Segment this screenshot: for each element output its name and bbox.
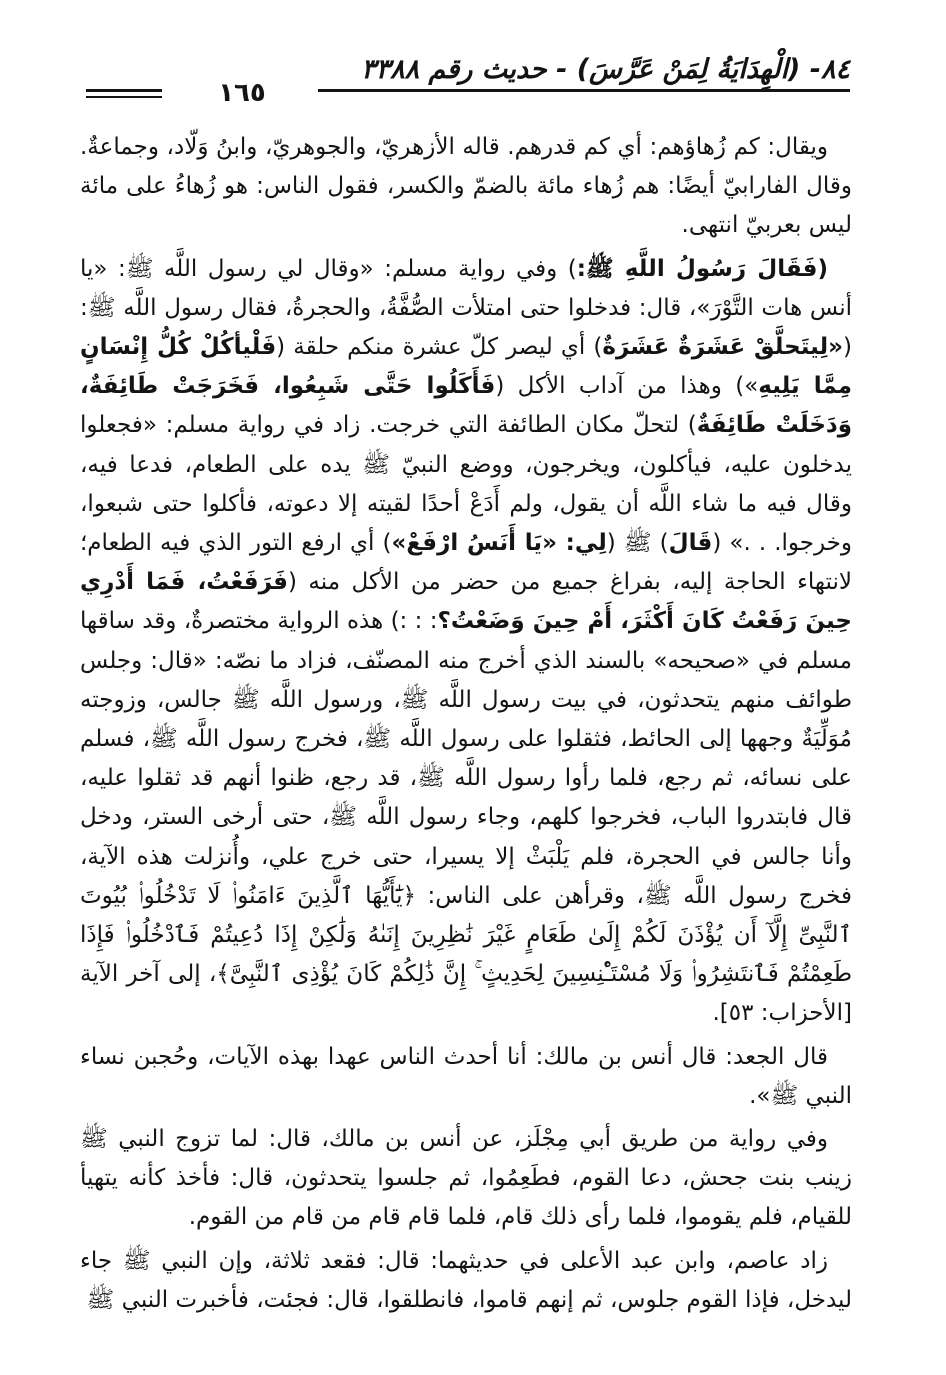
header-rule-left-lower (86, 96, 162, 98)
commentary-text-segment: ) أي ليصر كلّ عشرة منكم حلقة ( (276, 334, 603, 361)
commentary-text-segment: قال الجعد: قال أنس بن مالك: أنا أحدث الناس عهدا بهذه الآيات، وحُجبن نساء النبي ﷺ». (80, 1043, 852, 1109)
commentary-text-segment: : : :) هذه الرواية مختصرةٌ، وقد ساقها مسلم في «صحيحه» بالسند الذي أخرج منه المصنّف، فزاد ما نصّه: «قال: وجلس طوائف منهم يتحدثون، في بيت رسول اللَّه ﷺ، ورسول اللَّه ﷺ جالس، وزوجته مُوَلِّيَةٌ وجهها إلى الحائط، فثقلوا على رسول اللَّه ﷺ، فخرج رسول اللَّه ﷺ، فسلم على نسائه، ثم رجع، فلما رأوا رسول اللَّه ﷺ، قد رجع، ظنوا أنهم قد ثقلوا عليه، قال فابتدروا الباب، فخرجوا كلهم، وجاء رسول اللَّه ﷺ، حتى أرخى الستر، ودخل وأنا جالس في الحجرة، فلم يَلْبَثْ إلا يسيرا، حتى خرج علي، وأُنزلت هذه الآية، فخرج رسول اللَّه ﷺ، وقرأهن على الناس: ﴿يَٰٓأَيُّهَا ٱلَّذِينَ ءَامَنُوا۟ لَا تَدْخُلُوا۟ بُيُوتَ ٱلنَّبِىِّ إِلَّآ أَن يُؤْذَنَ لَكُمْ إِلَىٰ طَعَامٍ غَيْرَ نَٰظِرِينَ إِنَىٰهُ وَلَٰكِنْ إِذَا دُعِيتُمْ فَٱدْخُلُوا۟ فَإِذَا طَعِمْتُمْ فَٱنتَشِرُوا۟ وَلَا مُسْتَـْٔنِسِينَ لِحَدِيثٍ ۚ إِنَّ ذَٰلِكُمْ كَانَ يُؤْذِى ٱلنَّبِىَّ﴾، إلى آخر الآية [الأحزاب: ٥٣]. (80, 608, 852, 1027)
running-header (82, 52, 850, 112)
paragraph (80, 128, 852, 246)
hadith-text-segment: قَالَ (668, 530, 713, 557)
hadith-text-segment: فَرَفَعْتُ، فَمَا أَدْرِي حِينَ رَفَعْتُ كَانَ أَكْثَرَ، أَمْ حِينَ وَضَعْتُ؟ (80, 569, 852, 635)
paragraph (80, 250, 852, 1034)
commentary-text-segment: ) ﷺ ( (606, 530, 669, 557)
commentary-text-segment: ) وفي رواية مسلم: «وقال لي رسول اللَّه ﷺ: «يا أنس هات التَّوْرَ»، قال: فدخلوا حتى امتلأت الصُّفَّةُ، والحجرةُ، فقال رسول اللَّه ﷺ: ( (80, 255, 852, 361)
commentary-text-segment: ) أي ارفع التور الذي فيه الطعام؛ لانتهاء الحاجة إليه، بفراغ جميع من حضر من الأكل منه ( (80, 530, 852, 596)
header-rule (318, 89, 850, 92)
paragraph (80, 1038, 852, 1116)
commentary-text-segment: ويقال: كم زُهاؤهم: أي كم قدرهم. قاله الأزهريّ، والجوهريّ، وابنُ وَلّاد، وجماعةٌ. وقال الفارابيّ أيضًا: هم زُهاء مائة بالضمّ والكسر، فقول الناس: هو زُهاءُ على مائة ليس بعربيّ انتهى. (80, 134, 852, 239)
hadith-text-segment: فَلْيأكُلْ كُلُّ إِنْسَانٍ مِمَّا يَلِيهِ (80, 334, 852, 400)
commentary-text-segment: وفي رواية من طريق أبي مِجْلَز، عن أنس بن مالك، قال: لما تزوج النبي ﷺ زينب بنت جحش، دعا القوم، فطَعِمُوا، ثم جلسوا يتحدثون، قال: فأخذ كأنه يتهيأ للقيام، فلم يقوموا، فلما رأى ذلك قام، فلما قام قام من قام من القوم. (80, 1126, 852, 1231)
header-rule-left (86, 89, 162, 92)
commentary-text-segment: زاد عاصم، وابن عبد الأعلى في حديثهما: قال: فقعد ثلاثة، وإن النبي ﷺ جاء ليدخل، فإذا القوم جلوس، ثم إنهم قاموا، فانطلقوا، قال: فجئت، فأخبرت النبي ﷺ (80, 1247, 852, 1313)
commentary-text-segment: ») وهذا من آداب الأكل ( (495, 373, 759, 400)
paragraph (80, 1120, 852, 1238)
paragraph (80, 1242, 852, 1320)
hadith-text-segment: لِي: «يَا أَنَسُ ارْفَعْ» (391, 530, 607, 557)
commentary-text-segment: ) لتحلّ مكان الطائفة التي خرجت. زاد في رواية مسلم: «فجعلوا يدخلون عليه، فيأكلون، ويخرجون، ووضع النبيّ ﷺ يده على الطعام، فدعا فيه، وقال فيه ما شاء اللَّه أن يقول، ولم أَدَعْ أحدًا لقيته إلا دعوته، فأكلوا حتى شبعوا، وخرجوا. . .» ( (80, 412, 852, 557)
hadith-text-segment: «لِيتَحلَّقْ عَشَرَةٌ عَشَرَةٌ (602, 334, 844, 361)
hadith-text-segment: فَأَكَلُوا حَتَّى شَبِعُوا، فَخَرَجَتْ طَائِفَةٌ، وَدَخَلَتْ طَائِفَةٌ (80, 373, 852, 439)
chapter-title: ٨٤- (الْهِدَايَةُ لِمَنْ عَرَّسَ) - حديث رقم ٣٣٨٨ (361, 54, 850, 85)
page-number: ١٦٥ (174, 78, 310, 108)
hadith-text-segment: (فَقَالَ رَسُولُ اللَّهِ ﷺ: (576, 255, 828, 282)
main-text (80, 128, 852, 1343)
